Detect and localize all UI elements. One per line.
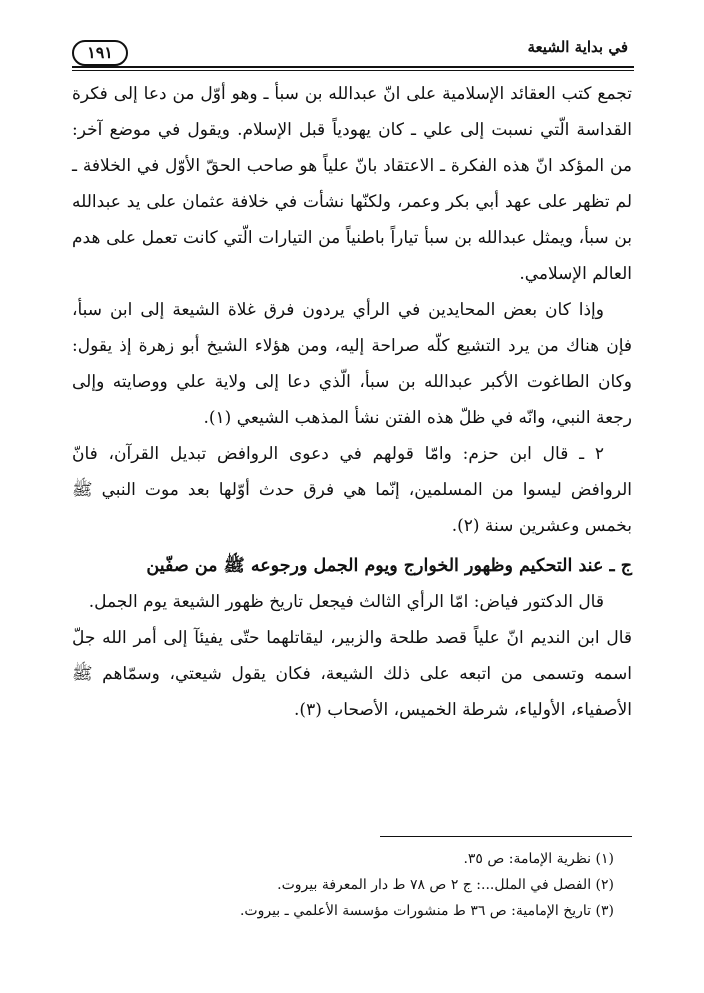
paragraph-1: تجمع كتب العقائد الإسلامية على انّ عبدالله بن سبأ ـ وهو أوّل من دعا إلى فكرة القداسة الّتي نسبت إلى علي ـ كان يهودياً قبل الإسلام. ويقول في موضع آخر: من المؤكد انّ هذه الفكرة ـ الاعتقاد بانّ علياً هو صاحب الحقّ الأوّل في الخلافة ـ لم تظهر على عهد أبي بكر وعمر، ولكنّها نشأت في خلافة عثمان على يد عبدالله بن سبأ، ويمثل عبدالله بن سبأ تياراً باطنياً من التيارات الّتي كانت تعمل على هدم العالم الإسلامي.	[72, 84, 632, 284]
paragraph-2: وإذا كان بعض المحايدين في الرأي يردون فرق غلاة الشيعة إلى ابن سبأ، فإن هناك من يرد التشيع كلّه صراحة إليه، ومن هؤلاء الشيخ أبو زهرة إذ يقول: وكان الطاغوت الأكبر عبدالله بن سبأ، الّذي دعا إلى ولاية علي ووصايته وإلى رجعة النبي، وانّه في ظلّ هذه الفتن نشأ المذهب الشيعي (١).	[72, 300, 632, 428]
footnote-3: (٣) تاريخ الإمامية: ص ٣٦ ط منشورات مؤسسة الأعلمي ـ بيروت.	[239, 903, 614, 919]
body-text	[72, 76, 632, 728]
page-number: ١٩١	[72, 40, 128, 66]
footnotes	[72, 846, 632, 924]
header-rule	[72, 66, 634, 68]
footnote-1: (١) نظرية الإمامة: ص ٣٥.	[463, 851, 614, 867]
page-header	[72, 34, 634, 74]
paragraph-3: ٢ ـ قال ابن حزم: وامّا قولهم في دعوى الروافض تبديل القرآن، فانّ الروافض ليسوا من المسلمين، إنّما هي فرق حدث أوّلها بعد موت النبي ﷺ بخمس وعشرين سنة (٢).	[72, 444, 632, 536]
footnote-rule	[380, 836, 632, 837]
section-heading: ج ـ عند التحكيم وظهور الخوارج ويوم الجمل ورجوعه ﷺ من صفّين	[146, 556, 632, 576]
footnote-2: (٢) الفصل في الملل...: ج ٢ ص ٧٨ ط دار المعرفة بيروت.	[277, 877, 614, 893]
header-rule-thin	[72, 70, 634, 71]
paragraph-4: قال الدكتور فياض: امّا الرأي الثالث فيجعل تاريخ ظهور الشيعة يوم الجمل.	[88, 592, 604, 612]
running-head: في بداية الشيعة	[527, 38, 628, 56]
paragraph-5: قال ابن النديم انّ علياً قصد طلحة والزبير، ليقاتلهما حتّى يفيئآ إلى أمر الله جلّ اسمه وتسمى من اتبعه على ذلك الشيعة، فكان يقول شيعتي، وسمّاهم ﷺ الأصفياء، الأولياء، شرطة الخميس، الأصحاب (٣).	[72, 628, 632, 720]
